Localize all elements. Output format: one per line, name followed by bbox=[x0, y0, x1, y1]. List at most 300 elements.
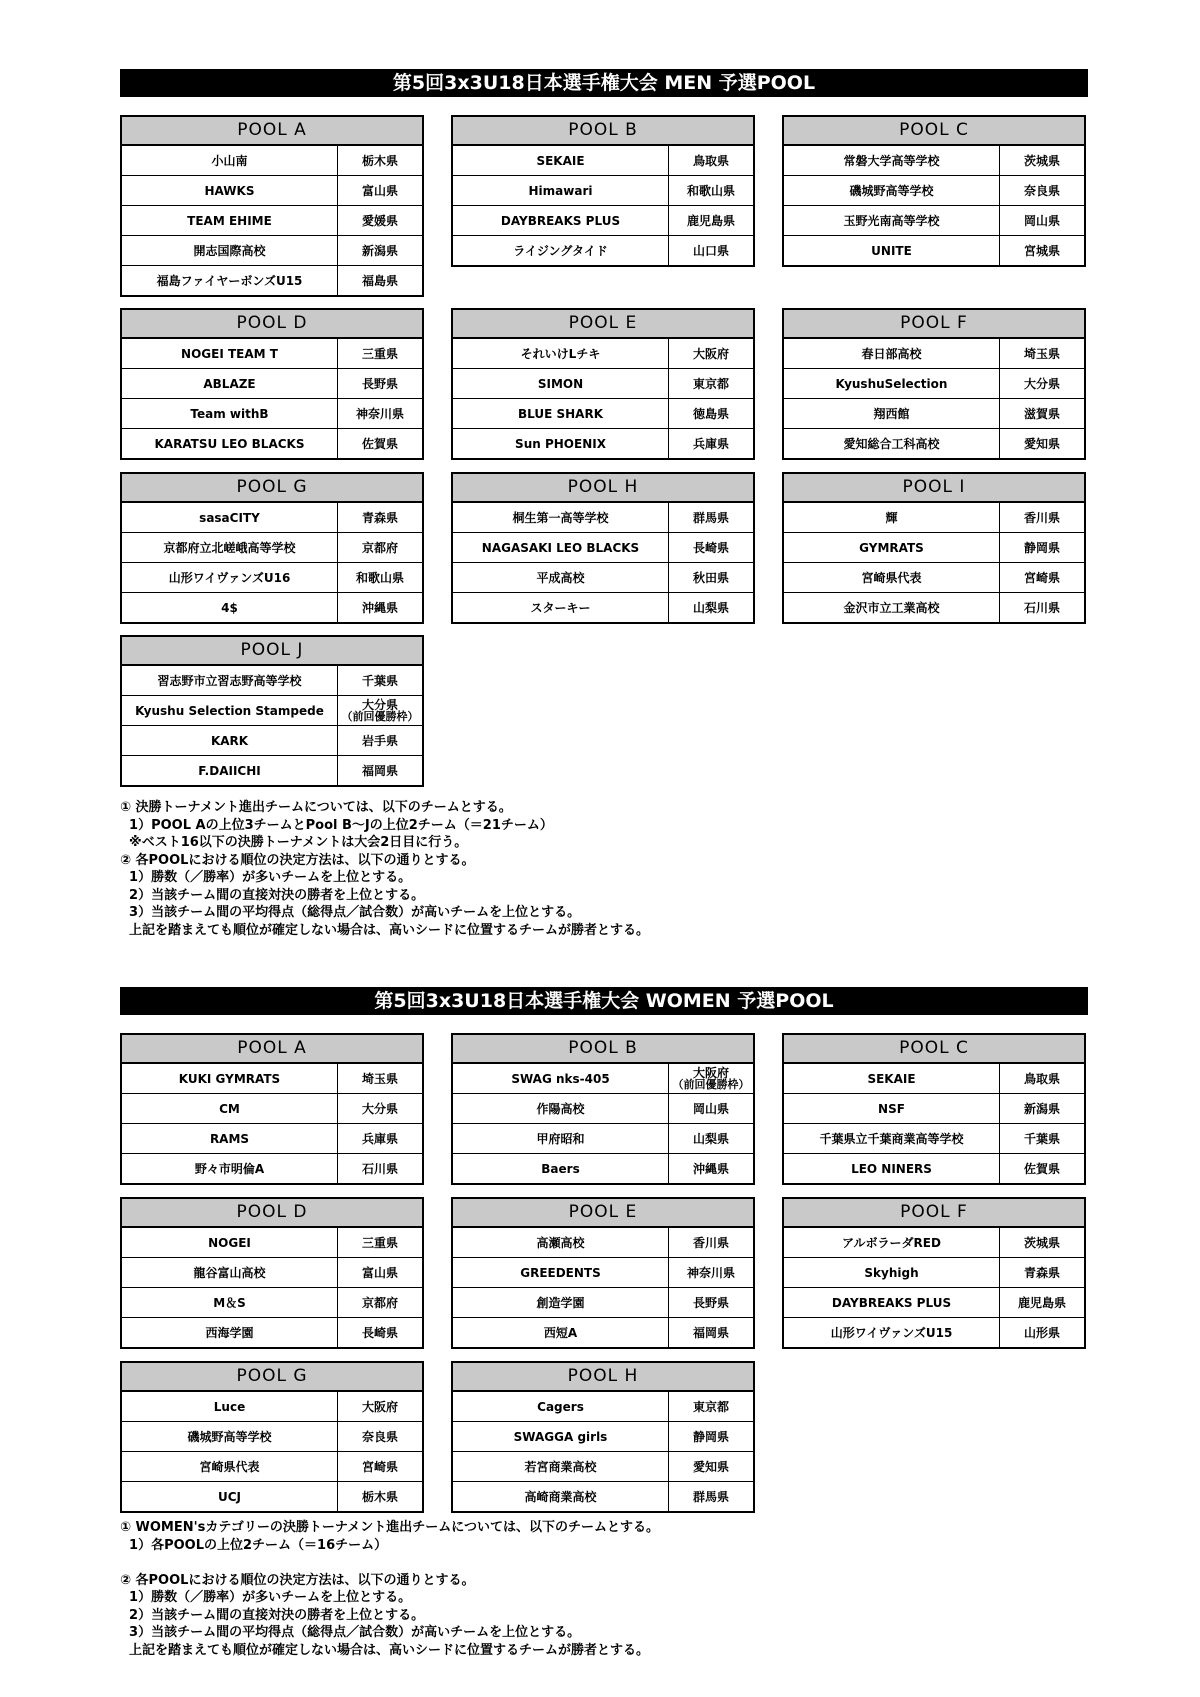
team-name: 4$ bbox=[122, 593, 338, 622]
prefecture-cell bbox=[338, 666, 422, 695]
note-line: 1）勝数（／勝率）が多いチームを上位とする。 bbox=[120, 870, 412, 885]
prefecture-cell bbox=[1000, 339, 1084, 368]
prefecture-cell bbox=[338, 1094, 422, 1123]
prefecture: 栃木県 bbox=[361, 153, 398, 168]
pool-table bbox=[120, 1361, 424, 1513]
prefecture-cell bbox=[338, 503, 422, 532]
team-name: F.DAIICHI bbox=[122, 756, 338, 785]
table-row bbox=[122, 562, 422, 592]
prefecture: 大分県 bbox=[361, 1101, 398, 1116]
prefecture-cell bbox=[338, 726, 422, 755]
prefecture-cell bbox=[1000, 593, 1084, 622]
team-name: Skyhigh bbox=[784, 1258, 1000, 1287]
note-line: 1）各POOLの上位2チーム（＝16チーム） bbox=[120, 1537, 388, 1553]
team-name: Sun PHOENIX bbox=[453, 429, 669, 458]
team-name: 桐生第一高等学校 bbox=[453, 503, 669, 532]
table-row bbox=[122, 1123, 422, 1153]
pool-table bbox=[120, 635, 424, 787]
table-row bbox=[453, 1123, 753, 1153]
prefecture-cell bbox=[669, 593, 753, 622]
prefecture: 新潟県 bbox=[361, 243, 398, 258]
pool-table bbox=[451, 1033, 755, 1185]
prefecture-cell bbox=[1000, 1154, 1084, 1183]
pool-table bbox=[782, 308, 1086, 460]
prefecture-cell bbox=[338, 339, 422, 368]
prefecture-cell bbox=[1000, 1258, 1084, 1287]
table-row bbox=[122, 1093, 422, 1123]
team-name: 千葉県立千葉商業高等学校 bbox=[784, 1124, 1000, 1153]
pool-table bbox=[120, 472, 424, 624]
prefecture-cell bbox=[338, 429, 422, 458]
prefecture: 埼玉県 bbox=[1023, 346, 1060, 361]
pool-header: POOL C bbox=[784, 117, 1084, 146]
prefecture: 秋田県 bbox=[692, 570, 729, 585]
pool-header: POOL I bbox=[784, 474, 1084, 503]
prefecture-cell bbox=[669, 339, 753, 368]
team-name: 高瀬高校 bbox=[453, 1228, 669, 1257]
prefecture-cell bbox=[1000, 1094, 1084, 1123]
team-name: 常磐大学高等学校 bbox=[784, 146, 1000, 175]
pool-header: POOL F bbox=[784, 310, 1084, 339]
prefecture: 長野県 bbox=[361, 376, 398, 391]
prefecture: 徳島県 bbox=[692, 406, 729, 421]
prefecture-cell bbox=[338, 1452, 422, 1481]
table-row bbox=[122, 1153, 422, 1183]
table-row bbox=[122, 428, 422, 458]
prefecture: 茨城県 bbox=[1023, 1235, 1060, 1250]
team-name: Team withB bbox=[122, 399, 338, 428]
prefecture-cell bbox=[338, 1392, 422, 1421]
prefecture: 岡山県 bbox=[692, 1101, 729, 1116]
men-notes bbox=[120, 799, 1080, 939]
prefecture-cell bbox=[669, 1392, 753, 1421]
prefecture: 和歌山県 bbox=[355, 570, 404, 585]
table-row bbox=[122, 532, 422, 562]
prefecture-cell bbox=[338, 593, 422, 622]
prefecture: 神奈川県 bbox=[355, 406, 404, 421]
table-row bbox=[784, 532, 1084, 562]
prefecture: 愛媛県 bbox=[361, 213, 398, 228]
table-row bbox=[122, 1317, 422, 1347]
pool-header: POOL G bbox=[122, 1363, 422, 1392]
prefecture-cell bbox=[338, 1258, 422, 1287]
prefecture-cell bbox=[1000, 1124, 1084, 1153]
prefecture-cell bbox=[1000, 146, 1084, 175]
team-name: NAGASAKI LEO BLACKS bbox=[453, 533, 669, 562]
table-row bbox=[122, 666, 422, 695]
table-row bbox=[122, 725, 422, 755]
pool-table bbox=[120, 115, 424, 297]
prefecture-cell bbox=[669, 1258, 753, 1287]
prefecture: 大阪府 bbox=[692, 346, 729, 361]
prefecture-cell bbox=[669, 533, 753, 562]
table-row bbox=[453, 205, 753, 235]
note-line: 1）勝数（／勝率）が多いチームを上位とする。 bbox=[120, 1590, 412, 1605]
table-row bbox=[122, 398, 422, 428]
team-name: 愛知総合工科高校 bbox=[784, 429, 1000, 458]
prefecture: 京都府 bbox=[361, 540, 398, 555]
team-name: 野々市明倫A bbox=[122, 1154, 338, 1183]
table-row bbox=[122, 755, 422, 785]
prefecture: 沖縄県 bbox=[361, 600, 398, 615]
note-line: 2）当該チーム間の直接対決の勝者を上位とする。 bbox=[120, 1607, 425, 1623]
prefecture-cell bbox=[669, 206, 753, 235]
note-line: 3）当該チーム間の平均得点（総得点／試合数）が高いチームを上位とする。 bbox=[120, 1625, 581, 1640]
prefecture-cell bbox=[1000, 1318, 1084, 1347]
team-name: KARK bbox=[122, 726, 338, 755]
team-name: 輝 bbox=[784, 503, 1000, 532]
pool-header: POOL J bbox=[122, 637, 422, 666]
prefecture: 富山県 bbox=[361, 183, 398, 198]
table-row bbox=[453, 1093, 753, 1123]
team-name: NOGEI bbox=[122, 1228, 338, 1257]
pool-table bbox=[451, 1197, 755, 1349]
note-line bbox=[120, 1554, 1080, 1572]
prefecture-cell bbox=[338, 563, 422, 592]
prefecture: 石川県 bbox=[1023, 600, 1060, 615]
prefecture-cell bbox=[669, 429, 753, 458]
team-name: Himawari bbox=[453, 176, 669, 205]
prefecture: 福岡県 bbox=[361, 763, 398, 778]
prefecture: 和歌山県 bbox=[686, 183, 735, 198]
prefecture-cell bbox=[669, 563, 753, 592]
table-row bbox=[784, 235, 1084, 265]
team-name: Luce bbox=[122, 1392, 338, 1421]
table-row bbox=[453, 398, 753, 428]
prefecture-cell bbox=[338, 176, 422, 205]
table-row bbox=[453, 1287, 753, 1317]
prefecture-cell bbox=[338, 756, 422, 785]
prefecture-cell bbox=[338, 1482, 422, 1511]
team-name: SIMON bbox=[453, 369, 669, 398]
prefecture: 山形県 bbox=[1023, 1325, 1060, 1340]
team-name: 山形ワイヴァンズU16 bbox=[122, 563, 338, 592]
table-row bbox=[122, 1287, 422, 1317]
prefecture: 山梨県 bbox=[692, 600, 729, 615]
team-name: 西海学園 bbox=[122, 1318, 338, 1347]
table-row bbox=[784, 175, 1084, 205]
prefecture: 佐賀県 bbox=[361, 436, 398, 451]
prefecture: 鳥取県 bbox=[692, 153, 729, 168]
table-row bbox=[784, 368, 1084, 398]
table-row bbox=[122, 205, 422, 235]
team-name: NSF bbox=[784, 1094, 1000, 1123]
note-line: 上記を踏まえても順位が確定しない場合は、高いシードに位置するチームが勝者とする。 bbox=[120, 922, 650, 938]
table-row bbox=[784, 503, 1084, 532]
prefecture-cell bbox=[669, 1228, 753, 1257]
table-row bbox=[453, 339, 753, 368]
prefecture-cell bbox=[338, 1228, 422, 1257]
prefecture: 鹿児島県 bbox=[1017, 1295, 1066, 1310]
table-row bbox=[122, 1257, 422, 1287]
pool-table bbox=[451, 1361, 755, 1513]
prefecture-cell bbox=[338, 399, 422, 428]
team-name: HAWKS bbox=[122, 176, 338, 205]
prefecture: 群馬県 bbox=[692, 510, 729, 525]
table-row bbox=[453, 146, 753, 175]
table-row bbox=[784, 1123, 1084, 1153]
team-name: Cagers bbox=[453, 1392, 669, 1421]
team-name: DAYBREAKS PLUS bbox=[453, 206, 669, 235]
table-row bbox=[122, 1064, 422, 1093]
prefecture: 滋賀県 bbox=[1023, 406, 1060, 421]
team-name: 翔西館 bbox=[784, 399, 1000, 428]
prefecture: 三重県 bbox=[361, 1235, 398, 1250]
team-name: 高崎商業高校 bbox=[453, 1482, 669, 1511]
prefecture-cell bbox=[669, 176, 753, 205]
table-row bbox=[453, 175, 753, 205]
prefecture-cell bbox=[669, 146, 753, 175]
prefecture: 千葉県 bbox=[361, 673, 398, 688]
table-row bbox=[784, 592, 1084, 622]
team-name: 宮崎県代表 bbox=[784, 563, 1000, 592]
prefecture-cell bbox=[1000, 236, 1084, 265]
table-row bbox=[453, 235, 753, 265]
team-name: SEKAIE bbox=[784, 1064, 1000, 1093]
table-row bbox=[453, 1451, 753, 1481]
prefecture-cell bbox=[669, 236, 753, 265]
prefecture: 愛知県 bbox=[1023, 436, 1060, 451]
table-row bbox=[122, 592, 422, 622]
team-name: 磯城野高等学校 bbox=[122, 1422, 338, 1451]
prefecture: 兵庫県 bbox=[692, 436, 729, 451]
table-row bbox=[784, 428, 1084, 458]
table-row bbox=[122, 235, 422, 265]
pool-table bbox=[782, 472, 1086, 624]
team-name: GREEDENTS bbox=[453, 1258, 669, 1287]
prefecture-cell bbox=[338, 206, 422, 235]
prefecture: 埼玉県 bbox=[361, 1071, 398, 1086]
table-row bbox=[784, 1153, 1084, 1183]
table-row bbox=[122, 265, 422, 295]
table-row bbox=[122, 146, 422, 175]
prefecture-cell bbox=[669, 1124, 753, 1153]
table-row bbox=[453, 1421, 753, 1451]
team-name: sasaCITY bbox=[122, 503, 338, 532]
prefecture-cell bbox=[338, 1318, 422, 1347]
team-name: 小山南 bbox=[122, 146, 338, 175]
team-name: 習志野市立習志野高等学校 bbox=[122, 666, 338, 695]
team-name: KUKI GYMRATS bbox=[122, 1064, 338, 1093]
table-row bbox=[784, 398, 1084, 428]
prefecture: 山梨県 bbox=[692, 1131, 729, 1146]
team-name: Baers bbox=[453, 1154, 669, 1183]
prefecture-cell bbox=[669, 1422, 753, 1451]
prefecture: 静岡県 bbox=[692, 1429, 729, 1444]
prefecture-cell bbox=[669, 1452, 753, 1481]
team-name: SWAG nks-405 bbox=[453, 1064, 669, 1093]
prefecture-cell bbox=[338, 369, 422, 398]
prefecture: 香川県 bbox=[692, 1235, 729, 1250]
prefecture: 宮崎県 bbox=[361, 1459, 398, 1474]
table-row bbox=[784, 146, 1084, 175]
pool-header: POOL B bbox=[453, 117, 753, 146]
table-row bbox=[453, 1481, 753, 1511]
prefecture: 佐賀県 bbox=[1023, 1161, 1060, 1176]
note-line: ② 各POOLにおける順位の決定方法は、以下の通りとする。 bbox=[120, 852, 475, 868]
team-name: 宮崎県代表 bbox=[122, 1452, 338, 1481]
women-title-banner: 第5回3x3U18日本選手権大会 WOMEN 予選POOL bbox=[120, 987, 1088, 1015]
prefecture-cell bbox=[1000, 1064, 1084, 1093]
note-line: ② 各POOLにおける順位の決定方法は、以下の通りとする。 bbox=[120, 1572, 475, 1588]
prefecture: 東京都 bbox=[692, 1399, 729, 1414]
women-notes bbox=[120, 1519, 1080, 1659]
note-line: ① WOMEN'sカテゴリーの決勝トーナメント進出チームについては、以下のチームとする。 bbox=[120, 1520, 660, 1535]
prefecture: 兵庫県 bbox=[361, 1131, 398, 1146]
pool-table bbox=[451, 308, 755, 460]
prefecture-cell bbox=[1000, 563, 1084, 592]
pool-table bbox=[120, 1197, 424, 1349]
table-row bbox=[784, 205, 1084, 235]
pool-header: POOL C bbox=[784, 1035, 1084, 1064]
prefecture: 長崎県 bbox=[692, 540, 729, 555]
prefecture-cell bbox=[338, 146, 422, 175]
prefecture-cell bbox=[669, 1094, 753, 1123]
pool-table bbox=[451, 472, 755, 624]
note-line: ※ベスト16以下の決勝トーナメントは大会2日目に行う。 bbox=[120, 835, 468, 850]
prefecture: 大分県 bbox=[361, 697, 398, 712]
men-title-banner: 第5回3x3U18日本選手権大会 MEN 予選POOL bbox=[120, 69, 1088, 97]
table-row bbox=[122, 368, 422, 398]
team-name: 龍谷富山高校 bbox=[122, 1258, 338, 1287]
pool-header: POOL A bbox=[122, 117, 422, 146]
team-name: ライジングタイド bbox=[453, 236, 669, 265]
team-name: M＆S bbox=[122, 1288, 338, 1317]
prefecture-cell bbox=[338, 1422, 422, 1451]
table-row bbox=[784, 1064, 1084, 1093]
prefecture-cell bbox=[1000, 369, 1084, 398]
team-name: Kyushu Selection Stampede bbox=[122, 696, 338, 725]
pool-header: POOL B bbox=[453, 1035, 753, 1064]
team-name: BLUE SHARK bbox=[453, 399, 669, 428]
team-name: 西短A bbox=[453, 1318, 669, 1347]
team-name: 山形ワイヴァンズU15 bbox=[784, 1318, 1000, 1347]
table-row bbox=[784, 1287, 1084, 1317]
prefecture: 静岡県 bbox=[1023, 540, 1060, 555]
table-row bbox=[122, 1421, 422, 1451]
prefecture: 宮崎県 bbox=[1023, 570, 1060, 585]
table-row bbox=[122, 175, 422, 205]
pool-table bbox=[782, 1197, 1086, 1349]
prefecture-cell bbox=[669, 1288, 753, 1317]
prefecture-cell bbox=[338, 533, 422, 562]
prefecture: 京都府 bbox=[361, 1295, 398, 1310]
pool-header: POOL D bbox=[122, 1199, 422, 1228]
prefecture: 富山県 bbox=[361, 1265, 398, 1280]
team-name: TEAM EHIME bbox=[122, 206, 338, 235]
team-name: UNITE bbox=[784, 236, 1000, 265]
prefecture: 岡山県 bbox=[1023, 213, 1060, 228]
prefecture-cell bbox=[338, 266, 422, 295]
prefecture-cell bbox=[1000, 429, 1084, 458]
prefecture: 鹿児島県 bbox=[686, 213, 735, 228]
note-line: ① 決勝トーナメント進出チームについては、以下のチームとする。 bbox=[120, 800, 512, 815]
team-name: 春日部高校 bbox=[784, 339, 1000, 368]
team-name: 甲府昭和 bbox=[453, 1124, 669, 1153]
pool-header: POOL D bbox=[122, 310, 422, 339]
prefecture: 青森県 bbox=[1023, 1265, 1060, 1280]
team-name: KyushuSelection bbox=[784, 369, 1000, 398]
team-name: 福島ファイヤーボンズU15 bbox=[122, 266, 338, 295]
table-row bbox=[122, 339, 422, 368]
prefecture: 山口県 bbox=[692, 243, 729, 258]
prefecture: 福岡県 bbox=[692, 1325, 729, 1340]
table-row bbox=[122, 1451, 422, 1481]
prefecture: 新潟県 bbox=[1023, 1101, 1060, 1116]
prefecture: 鳥取県 bbox=[1023, 1071, 1060, 1086]
team-name: KARATSU LEO BLACKS bbox=[122, 429, 338, 458]
pool-table bbox=[120, 308, 424, 460]
team-name: 磯城野高等学校 bbox=[784, 176, 1000, 205]
prefecture: 青森県 bbox=[361, 510, 398, 525]
prefecture-cell bbox=[1000, 1228, 1084, 1257]
table-row bbox=[122, 1392, 422, 1421]
pool-table bbox=[782, 115, 1086, 267]
prefecture-cell bbox=[1000, 503, 1084, 532]
prefecture: 岩手県 bbox=[361, 733, 398, 748]
table-row bbox=[453, 1392, 753, 1421]
prefecture: 神奈川県 bbox=[686, 1265, 735, 1280]
team-name: 平成高校 bbox=[453, 563, 669, 592]
prefecture-note: （前回優勝枠） bbox=[672, 1077, 750, 1091]
pool-header: POOL E bbox=[453, 310, 753, 339]
table-row bbox=[784, 562, 1084, 592]
table-row bbox=[784, 1093, 1084, 1123]
team-name: DAYBREAKS PLUS bbox=[784, 1288, 1000, 1317]
table-row bbox=[453, 532, 753, 562]
table-row bbox=[453, 503, 753, 532]
prefecture: 群馬県 bbox=[692, 1489, 729, 1504]
team-name: UCJ bbox=[122, 1482, 338, 1511]
team-name: それいけLチキ bbox=[453, 339, 669, 368]
prefecture-cell bbox=[338, 236, 422, 265]
team-name: スターキー bbox=[453, 593, 669, 622]
table-row bbox=[453, 1064, 753, 1093]
prefecture: 長野県 bbox=[692, 1295, 729, 1310]
team-name: 創造学園 bbox=[453, 1288, 669, 1317]
prefecture-cell bbox=[338, 696, 422, 725]
pool-table bbox=[120, 1033, 424, 1185]
prefecture: 奈良県 bbox=[361, 1429, 398, 1444]
prefecture: 福島県 bbox=[361, 273, 398, 288]
table-row bbox=[453, 1228, 753, 1257]
pool-table bbox=[451, 115, 755, 267]
table-row bbox=[453, 1153, 753, 1183]
prefecture-cell bbox=[338, 1064, 422, 1093]
pool-header: POOL E bbox=[453, 1199, 753, 1228]
prefecture-cell bbox=[669, 369, 753, 398]
table-row bbox=[453, 1257, 753, 1287]
table-row bbox=[453, 1317, 753, 1347]
team-name: 作陽高校 bbox=[453, 1094, 669, 1123]
prefecture-cell bbox=[669, 1482, 753, 1511]
prefecture: 大阪府 bbox=[692, 1065, 729, 1080]
note-line: 上記を踏まえても順位が確定しない場合は、高いシードに位置するチームが勝者とする。 bbox=[120, 1642, 650, 1658]
team-name: GYMRATS bbox=[784, 533, 1000, 562]
prefecture: 東京都 bbox=[692, 376, 729, 391]
team-name: RAMS bbox=[122, 1124, 338, 1153]
prefecture-cell bbox=[669, 1318, 753, 1347]
prefecture: 栃木県 bbox=[361, 1489, 398, 1504]
note-line: 3）当該チーム間の平均得点（総得点／試合数）が高いチームを上位とする。 bbox=[120, 905, 581, 920]
prefecture-cell bbox=[1000, 399, 1084, 428]
pool-header: POOL H bbox=[453, 474, 753, 503]
pool-header: POOL G bbox=[122, 474, 422, 503]
prefecture-cell bbox=[338, 1124, 422, 1153]
team-name: CM bbox=[122, 1094, 338, 1123]
prefecture: 石川県 bbox=[361, 1161, 398, 1176]
prefecture: 大分県 bbox=[1023, 376, 1060, 391]
